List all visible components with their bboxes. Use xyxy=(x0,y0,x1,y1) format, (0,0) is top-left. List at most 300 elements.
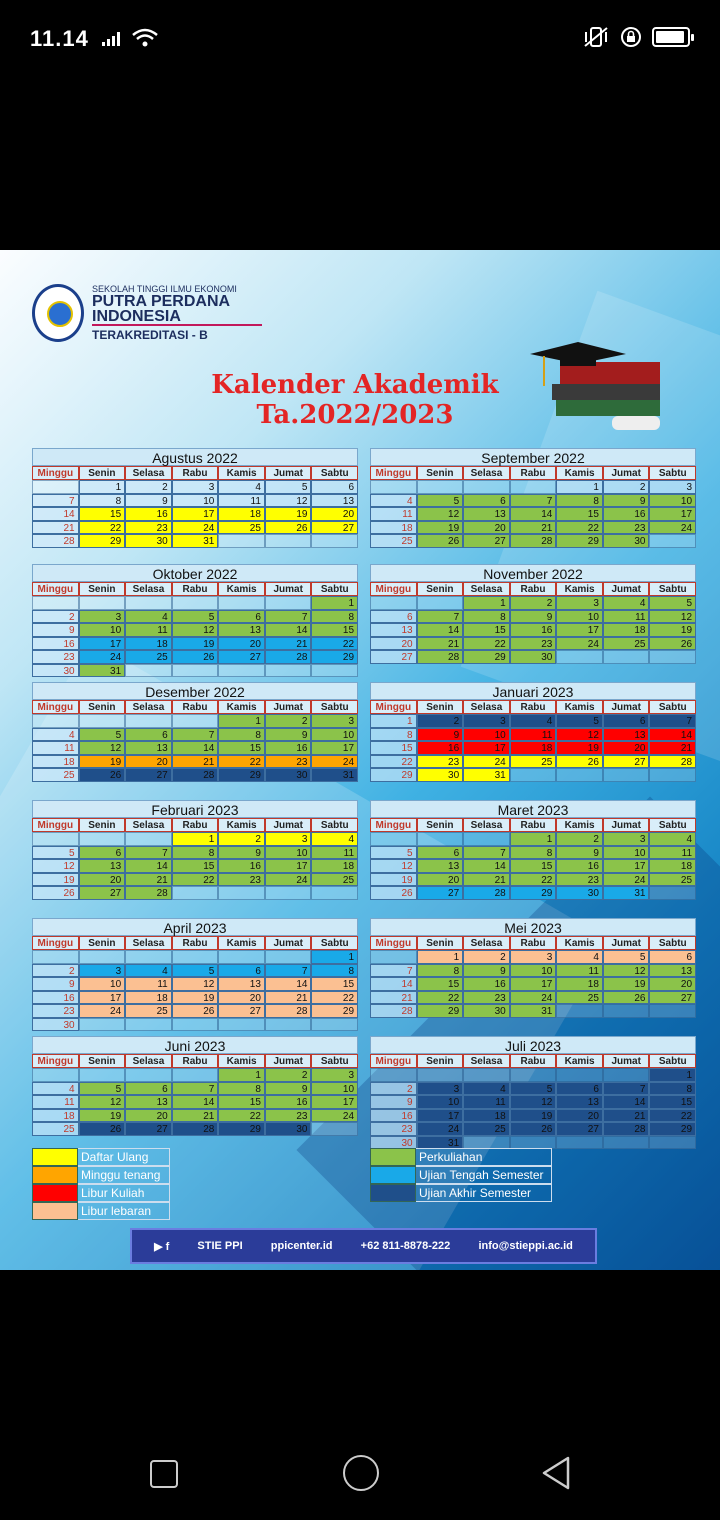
weekday-header: Sabtu xyxy=(649,700,696,714)
weekday-header: Kamis xyxy=(218,700,265,714)
day-cell: 19 xyxy=(172,991,219,1005)
legend-item xyxy=(32,1184,170,1202)
academic-calendar-poster xyxy=(0,250,720,1270)
day-cell xyxy=(218,950,265,964)
weekday-header: Selasa xyxy=(125,936,172,950)
day-cell xyxy=(32,832,79,846)
day-cell xyxy=(125,950,172,964)
day-cell: 27 xyxy=(125,768,172,782)
day-cell xyxy=(311,1018,358,1032)
day-cell: 6 xyxy=(218,610,265,624)
weekday-header: Minggu xyxy=(32,936,79,950)
day-cell xyxy=(218,886,265,900)
home-button[interactable] xyxy=(343,1455,379,1491)
day-cell: 17 xyxy=(79,991,126,1005)
day-cell xyxy=(603,768,650,782)
day-cell xyxy=(603,1136,650,1150)
day-cell: 7 xyxy=(172,728,219,742)
day-cell: 21 xyxy=(603,1109,650,1123)
day-cell xyxy=(32,950,79,964)
day-cell: 24 xyxy=(265,873,312,887)
day-cell xyxy=(172,664,219,678)
footer-email: info@stieppi.ac.id xyxy=(478,1240,573,1252)
weekday-header: Selasa xyxy=(125,466,172,480)
day-cell: 31 xyxy=(79,664,126,678)
day-cell: 20 xyxy=(603,741,650,755)
day-cell: 29 xyxy=(218,1122,265,1136)
day-cell: 28 xyxy=(463,886,510,900)
day-cell xyxy=(510,480,557,494)
day-cell xyxy=(79,950,126,964)
weekday-header: Selasa xyxy=(463,1054,510,1068)
weekday-header: Rabu xyxy=(172,466,219,480)
day-cell: 8 xyxy=(311,964,358,978)
day-cell: 12 xyxy=(265,494,312,508)
weekday-header: Kamis xyxy=(556,582,603,596)
day-cell xyxy=(172,596,219,610)
day-cell: 29 xyxy=(311,1004,358,1018)
day-cell: 19 xyxy=(32,873,79,887)
weekday-header: Selasa xyxy=(463,466,510,480)
day-cell: 17 xyxy=(649,507,696,521)
day-cell: 9 xyxy=(463,964,510,978)
day-cell: 1 xyxy=(218,714,265,728)
day-cell: 16 xyxy=(125,507,172,521)
day-cell: 23 xyxy=(32,1004,79,1018)
day-cell: 19 xyxy=(79,755,126,769)
weekday-header: Jumat xyxy=(265,466,312,480)
day-cell: 25 xyxy=(603,637,650,651)
day-cell xyxy=(510,768,557,782)
day-cell: 1 xyxy=(510,832,557,846)
weekday-header: Rabu xyxy=(172,582,219,596)
weekday-header: Senin xyxy=(79,466,126,480)
day-cell: 6 xyxy=(218,964,265,978)
weekday-header: Selasa xyxy=(463,936,510,950)
day-cell: 3 xyxy=(556,596,603,610)
day-cell: 15 xyxy=(79,507,126,521)
footer-whatsapp: +62 811-8878-222 xyxy=(360,1240,451,1252)
day-cell: 18 xyxy=(603,623,650,637)
day-cell: 13 xyxy=(79,859,126,873)
day-cell: 12 xyxy=(32,859,79,873)
day-cell: 24 xyxy=(311,755,358,769)
day-cell: 1 xyxy=(556,480,603,494)
weekday-header: Sabtu xyxy=(311,1054,358,1068)
day-cell: 18 xyxy=(218,507,265,521)
day-cell: 19 xyxy=(79,1109,126,1123)
day-cell: 12 xyxy=(603,964,650,978)
wifi-icon xyxy=(132,28,158,48)
day-cell: 25 xyxy=(370,534,417,548)
day-cell: 12 xyxy=(556,728,603,742)
weekday-header: Sabtu xyxy=(311,582,358,596)
month-calendar xyxy=(370,918,696,1018)
day-cell: 21 xyxy=(463,873,510,887)
day-cell: 29 xyxy=(417,1004,464,1018)
day-cell: 4 xyxy=(125,964,172,978)
day-cell: 30 xyxy=(265,1122,312,1136)
day-cell: 30 xyxy=(32,664,79,678)
day-cell: 9 xyxy=(218,846,265,860)
weekday-header: Rabu xyxy=(510,700,557,714)
day-cell: 5 xyxy=(79,1082,126,1096)
day-cell: 4 xyxy=(463,1082,510,1096)
day-cell: 5 xyxy=(79,728,126,742)
legend-item xyxy=(32,1202,170,1220)
weekday-header: Kamis xyxy=(218,818,265,832)
weekday-header: Senin xyxy=(417,700,464,714)
day-cell xyxy=(603,650,650,664)
day-cell: 24 xyxy=(649,521,696,535)
day-cell: 26 xyxy=(649,637,696,651)
weekday-header: Senin xyxy=(417,936,464,950)
day-cell: 30 xyxy=(370,1136,417,1150)
day-cell xyxy=(649,650,696,664)
day-cell xyxy=(265,534,312,548)
day-cell: 12 xyxy=(172,977,219,991)
weekday-header: Jumat xyxy=(603,700,650,714)
month-title: Juni 2023 xyxy=(32,1036,358,1054)
day-cell: 15 xyxy=(556,507,603,521)
day-cell: 2 xyxy=(218,832,265,846)
day-cell: 31 xyxy=(463,768,510,782)
day-cell: 3 xyxy=(510,950,557,964)
legend-swatch xyxy=(370,1184,416,1202)
weekday-header: Rabu xyxy=(172,1054,219,1068)
legend-swatch xyxy=(32,1148,78,1166)
day-cell: 29 xyxy=(370,768,417,782)
day-cell: 8 xyxy=(463,610,510,624)
weekday-header: Senin xyxy=(79,582,126,596)
day-cell: 2 xyxy=(32,610,79,624)
day-cell: 18 xyxy=(125,991,172,1005)
day-cell: 1 xyxy=(79,480,126,494)
day-cell: 8 xyxy=(311,610,358,624)
day-cell: 4 xyxy=(556,950,603,964)
weekday-header: Kamis xyxy=(556,936,603,950)
day-cell: 8 xyxy=(510,846,557,860)
day-cell: 1 xyxy=(463,596,510,610)
day-cell: 2 xyxy=(265,1068,312,1082)
day-cell xyxy=(556,1068,603,1082)
day-cell: 20 xyxy=(556,1109,603,1123)
weekday-header: Minggu xyxy=(32,582,79,596)
day-cell: 6 xyxy=(417,846,464,860)
weekday-header: Rabu xyxy=(510,466,557,480)
day-cell xyxy=(556,1136,603,1150)
day-cell: 30 xyxy=(510,650,557,664)
day-cell: 23 xyxy=(32,650,79,664)
day-cell: 10 xyxy=(417,1095,464,1109)
legend-label: Libur lebaran xyxy=(78,1202,170,1220)
weekday-header: Minggu xyxy=(32,700,79,714)
day-cell: 1 xyxy=(649,1068,696,1082)
day-cell: 22 xyxy=(463,637,510,651)
vibrate-icon xyxy=(582,26,610,48)
day-cell xyxy=(172,950,219,964)
day-cell: 12 xyxy=(79,1095,126,1109)
day-cell xyxy=(649,1136,696,1150)
day-cell: 14 xyxy=(265,977,312,991)
day-cell: 26 xyxy=(556,755,603,769)
day-cell xyxy=(218,596,265,610)
day-cell: 4 xyxy=(32,1082,79,1096)
youtube-facebook-icon: ▶ f xyxy=(154,1240,170,1253)
day-cell xyxy=(370,950,417,964)
day-cell: 23 xyxy=(265,755,312,769)
legend-item xyxy=(370,1148,552,1166)
weekday-header: Kamis xyxy=(556,700,603,714)
day-cell: 16 xyxy=(218,859,265,873)
day-cell: 14 xyxy=(172,741,219,755)
day-cell: 22 xyxy=(172,873,219,887)
day-cell: 16 xyxy=(556,859,603,873)
day-cell: 7 xyxy=(370,964,417,978)
day-cell: 14 xyxy=(125,859,172,873)
day-cell: 15 xyxy=(311,977,358,991)
day-cell: 26 xyxy=(510,1122,557,1136)
day-cell: 1 xyxy=(370,714,417,728)
day-cell: 19 xyxy=(172,637,219,651)
day-cell xyxy=(417,1068,464,1082)
legend-label: Ujian Akhir Semester xyxy=(416,1184,552,1202)
day-cell: 27 xyxy=(417,886,464,900)
day-cell: 27 xyxy=(556,1122,603,1136)
day-cell: 17 xyxy=(311,741,358,755)
month-title: Agustus 2022 xyxy=(32,448,358,466)
weekday-header: Senin xyxy=(79,700,126,714)
day-cell: 18 xyxy=(32,1109,79,1123)
lock-rotation-icon xyxy=(620,26,642,48)
day-cell: 18 xyxy=(370,521,417,535)
weekday-header: Sabtu xyxy=(649,936,696,950)
day-cell: 25 xyxy=(556,991,603,1005)
weekday-header: Selasa xyxy=(125,818,172,832)
day-cell: 25 xyxy=(510,755,557,769)
weekday-header: Minggu xyxy=(370,818,417,832)
weekday-header: Senin xyxy=(79,936,126,950)
day-cell: 19 xyxy=(510,1109,557,1123)
day-cell: 17 xyxy=(463,741,510,755)
day-cell: 11 xyxy=(649,846,696,860)
day-cell: 1 xyxy=(311,596,358,610)
day-cell: 16 xyxy=(265,1095,312,1109)
day-cell: 13 xyxy=(649,964,696,978)
day-cell: 9 xyxy=(32,623,79,637)
day-cell: 12 xyxy=(649,610,696,624)
month-calendar xyxy=(370,682,696,782)
day-cell: 10 xyxy=(311,728,358,742)
day-cell: 30 xyxy=(125,534,172,548)
poster-title xyxy=(210,370,500,430)
recents-button[interactable] xyxy=(150,1460,178,1488)
back-button[interactable] xyxy=(540,1456,572,1490)
day-cell: 7 xyxy=(172,1082,219,1096)
day-cell: 25 xyxy=(649,873,696,887)
day-cell: 20 xyxy=(218,637,265,651)
day-cell: 31 xyxy=(311,768,358,782)
day-cell: 10 xyxy=(556,610,603,624)
day-cell: 22 xyxy=(649,1109,696,1123)
day-cell xyxy=(172,886,219,900)
month-calendar xyxy=(32,800,358,900)
day-cell: 10 xyxy=(311,1082,358,1096)
day-cell: 6 xyxy=(79,846,126,860)
day-cell: 3 xyxy=(79,964,126,978)
day-cell: 25 xyxy=(311,873,358,887)
day-cell xyxy=(463,1136,510,1150)
day-cell: 27 xyxy=(218,1004,265,1018)
weekday-header: Jumat xyxy=(265,700,312,714)
day-cell: 30 xyxy=(603,534,650,548)
day-cell: 22 xyxy=(218,755,265,769)
weekday-header: Kamis xyxy=(556,1054,603,1068)
day-cell xyxy=(218,1018,265,1032)
day-cell: 26 xyxy=(32,886,79,900)
legend-label: Ujian Tengah Semester xyxy=(416,1166,552,1184)
day-cell xyxy=(32,596,79,610)
day-cell: 2 xyxy=(265,714,312,728)
legend-left xyxy=(32,1148,170,1220)
month-calendar xyxy=(32,918,358,1031)
month-calendar xyxy=(32,564,358,677)
day-cell: 14 xyxy=(172,1095,219,1109)
weekday-header: Minggu xyxy=(370,466,417,480)
day-cell xyxy=(463,1068,510,1082)
weekday-header: Minggu xyxy=(370,1054,417,1068)
day-cell xyxy=(370,596,417,610)
day-cell: 20 xyxy=(311,507,358,521)
day-cell: 7 xyxy=(265,964,312,978)
day-cell: 4 xyxy=(649,832,696,846)
day-cell: 22 xyxy=(510,873,557,887)
day-cell: 14 xyxy=(463,859,510,873)
clock: 11.14 xyxy=(30,26,89,51)
day-cell xyxy=(172,1068,219,1082)
day-cell: 11 xyxy=(311,846,358,860)
day-cell: 28 xyxy=(510,534,557,548)
day-cell: 2 xyxy=(125,480,172,494)
day-cell: 21 xyxy=(265,637,312,651)
day-cell: 4 xyxy=(311,832,358,846)
day-cell: 13 xyxy=(556,1095,603,1109)
day-cell: 10 xyxy=(79,977,126,991)
legend-swatch xyxy=(370,1166,416,1184)
weekday-header: Sabtu xyxy=(311,466,358,480)
day-cell xyxy=(510,1068,557,1082)
day-cell xyxy=(463,832,510,846)
day-cell: 2 xyxy=(510,596,557,610)
day-cell xyxy=(556,1004,603,1018)
day-cell: 17 xyxy=(603,859,650,873)
day-cell xyxy=(649,1004,696,1018)
day-cell: 23 xyxy=(603,521,650,535)
weekday-header: Kamis xyxy=(556,818,603,832)
day-cell: 5 xyxy=(172,964,219,978)
weekday-header: Selasa xyxy=(125,1054,172,1068)
weekday-header: Sabtu xyxy=(649,1054,696,1068)
day-cell: 3 xyxy=(79,610,126,624)
day-cell: 6 xyxy=(603,714,650,728)
day-cell: 22 xyxy=(556,521,603,535)
month-title: September 2022 xyxy=(370,448,696,466)
day-cell: 3 xyxy=(417,1082,464,1096)
day-cell: 5 xyxy=(510,1082,557,1096)
day-cell: 28 xyxy=(603,1122,650,1136)
day-cell: 7 xyxy=(463,846,510,860)
day-cell: 14 xyxy=(603,1095,650,1109)
day-cell: 14 xyxy=(649,728,696,742)
day-cell: 28 xyxy=(265,650,312,664)
day-cell: 10 xyxy=(265,846,312,860)
day-cell: 19 xyxy=(370,873,417,887)
day-cell: 11 xyxy=(510,728,557,742)
day-cell xyxy=(79,832,126,846)
day-cell: 5 xyxy=(32,846,79,860)
day-cell: 25 xyxy=(32,768,79,782)
day-cell: 26 xyxy=(79,768,126,782)
day-cell xyxy=(79,714,126,728)
day-cell: 15 xyxy=(417,977,464,991)
day-cell: 26 xyxy=(79,1122,126,1136)
day-cell xyxy=(463,480,510,494)
day-cell: 31 xyxy=(172,534,219,548)
day-cell: 31 xyxy=(417,1136,464,1150)
day-cell: 18 xyxy=(649,859,696,873)
day-cell: 6 xyxy=(370,610,417,624)
weekday-header: Selasa xyxy=(125,700,172,714)
month-title: Januari 2023 xyxy=(370,682,696,700)
day-cell: 29 xyxy=(649,1122,696,1136)
weekday-header: Rabu xyxy=(510,818,557,832)
day-cell: 21 xyxy=(172,1109,219,1123)
day-cell: 19 xyxy=(556,741,603,755)
month-title: Juli 2023 xyxy=(370,1036,696,1054)
day-cell: 22 xyxy=(311,991,358,1005)
day-cell: 8 xyxy=(218,728,265,742)
day-cell: 10 xyxy=(463,728,510,742)
day-cell: 22 xyxy=(218,1109,265,1123)
day-cell: 11 xyxy=(370,507,417,521)
weekday-header: Rabu xyxy=(510,936,557,950)
day-cell: 5 xyxy=(370,846,417,860)
day-cell: 14 xyxy=(265,623,312,637)
day-cell: 30 xyxy=(265,768,312,782)
day-cell xyxy=(417,832,464,846)
month-title: Maret 2023 xyxy=(370,800,696,818)
day-cell: 14 xyxy=(370,977,417,991)
weekday-header: Jumat xyxy=(603,936,650,950)
day-cell: 4 xyxy=(370,494,417,508)
day-cell: 21 xyxy=(265,991,312,1005)
day-cell: 13 xyxy=(125,741,172,755)
day-cell: 16 xyxy=(32,991,79,1005)
weekday-header: Rabu xyxy=(510,582,557,596)
weekday-header: Minggu xyxy=(32,466,79,480)
day-cell: 10 xyxy=(172,494,219,508)
day-cell: 1 xyxy=(417,950,464,964)
day-cell: 3 xyxy=(463,714,510,728)
month-title: Mei 2023 xyxy=(370,918,696,936)
day-cell: 8 xyxy=(218,1082,265,1096)
day-cell: 29 xyxy=(311,650,358,664)
day-cell: 13 xyxy=(417,859,464,873)
day-cell xyxy=(370,832,417,846)
weekday-header: Senin xyxy=(79,818,126,832)
month-title: November 2022 xyxy=(370,564,696,582)
day-cell: 2 xyxy=(463,950,510,964)
